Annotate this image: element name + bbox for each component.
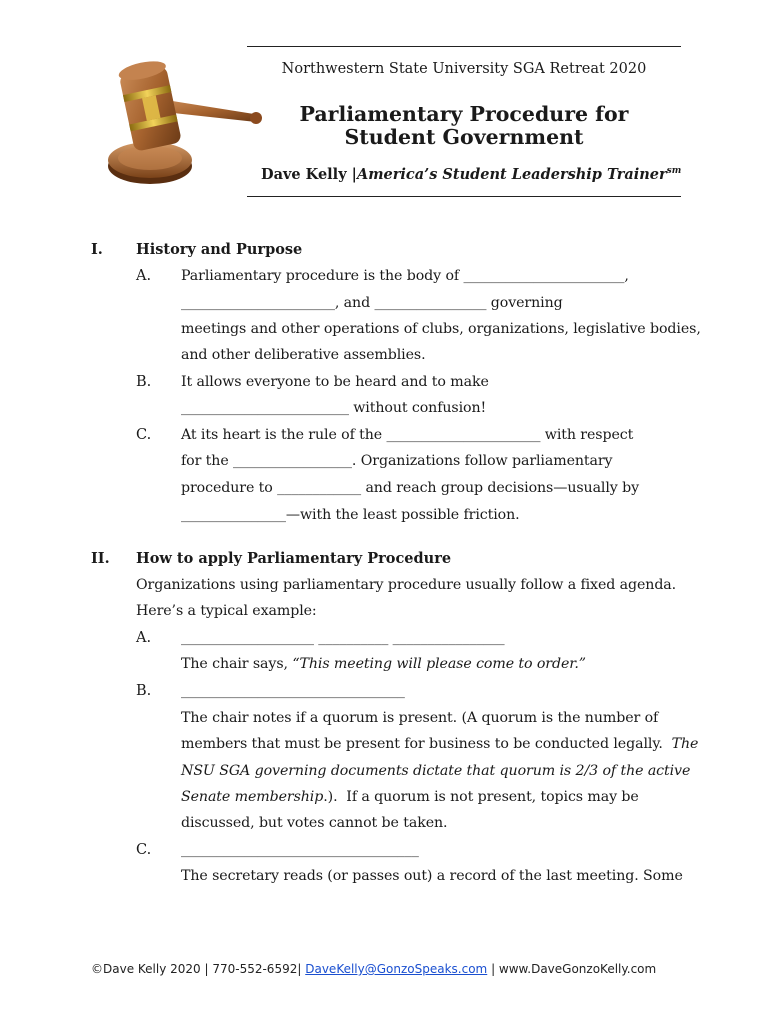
author-byline — [261, 166, 681, 183]
section-2-item-c-blank: __________________________________ — [181, 842, 419, 858]
section-1-item-b-letter: B. — [136, 374, 152, 390]
section-1-item-a-line: Parliamentary procedure is the body of _______________________, — [181, 268, 629, 284]
author-name: Dave Kelly | — [261, 166, 357, 183]
section-2-item-c-letter: C. — [136, 842, 152, 858]
section-2-item-b-line — [181, 789, 639, 805]
section-1-item-a-line: and other deliberative assemblies. — [181, 347, 426, 363]
section-1-item-b-line: It allows everyone to be heard and to make — [181, 374, 489, 390]
footer-separator: | — [487, 962, 499, 976]
section-2-item-a-blank: ___________________ __________ ________________ — [181, 630, 505, 646]
author-tagline: America’s Student Leadership Trainer — [356, 166, 667, 183]
section-1-numeral: I. — [91, 241, 103, 258]
footer-email-link[interactable]: DaveKelly@GonzoSpeaks.com — [305, 962, 488, 976]
text-italic: “This meeting will please come to order.” — [292, 656, 586, 672]
section-2-numeral: II. — [91, 550, 110, 567]
section-1-item-a-line: ______________________, and ________________ governing — [181, 295, 563, 311]
section-1-item-c-line: _______________—with the least possible friction. — [181, 507, 520, 523]
header-top-rule — [247, 46, 681, 47]
text-italic: Senate membership — [181, 789, 324, 805]
section-2-intro: Organizations using parliamentary procedure usually follow a fixed agenda. — [136, 577, 677, 593]
service-mark: sm — [666, 166, 682, 177]
section-1-item-c-letter: C. — [136, 427, 152, 443]
gavel-logo — [104, 52, 266, 190]
section-2-item-b-line: discussed, but votes cannot be taken. — [181, 815, 448, 831]
section-1-item-c-line: for the _________________. Organizations follow parliamentary — [181, 453, 613, 469]
section-2-item-b-blank: ________________________________ — [181, 683, 405, 699]
header-bottom-rule — [247, 196, 681, 197]
gavel-icon — [104, 52, 266, 190]
section-2-item-a-letter: A. — [136, 630, 152, 646]
page-footer — [91, 962, 656, 976]
text-plain: .). If a quorum is not present, topics may be — [323, 789, 639, 805]
section-2-item-b-line — [181, 736, 698, 752]
title-line-2: Student Government — [344, 125, 584, 149]
footer-copyright: ©Dave Kelly 2020 | 770-552-6592| — [91, 962, 302, 976]
section-1-item-c-line: At its heart is the rule of the ______________________ with respect — [181, 427, 634, 443]
event-subtitle: Northwestern State University SGA Retreat 2020 — [281, 61, 647, 77]
text-plain: The chair says, — [181, 656, 293, 672]
section-2-item-b-line: The chair notes if a quorum is present. (A quorum is the number of — [181, 710, 659, 726]
page-title — [247, 103, 681, 149]
section-1-item-c-line: procedure to ____________ and reach group decisions—usually by — [181, 480, 640, 496]
section-2-item-a-text — [181, 656, 586, 672]
section-2-item-c-line: The secretary reads (or passes out) a record of the last meeting. Some — [181, 868, 683, 884]
section-1-item-a-line: meetings and other operations of clubs, organizations, legislative bodies, — [181, 321, 701, 337]
section-2-item-b-letter: B. — [136, 683, 152, 699]
text-italic: NSU SGA governing documents dictate that quorum is 2/3 of the active — [181, 763, 691, 779]
section-1-heading: History and Purpose — [136, 241, 303, 258]
footer-website: www.DaveGonzoKelly.com — [498, 962, 657, 976]
section-1-item-a-letter: A. — [136, 268, 152, 284]
text-italic: The — [671, 736, 699, 752]
section-1-item-b-line: ________________________ without confusion! — [181, 400, 487, 416]
text-plain: members that must be present for business to be conducted legally. — [181, 736, 672, 752]
section-2-intro: Here’s a typical example: — [136, 603, 317, 619]
section-2-item-b-line — [181, 763, 690, 779]
title-line-1: Parliamentary Procedure for — [299, 102, 629, 126]
section-2-heading: How to apply Parliamentary Procedure — [136, 550, 452, 567]
